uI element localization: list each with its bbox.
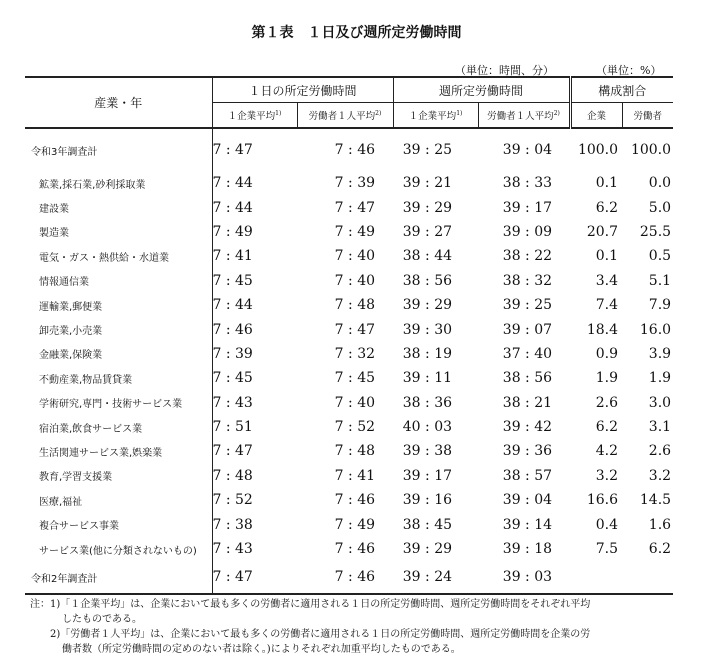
cell-value: 7 : 47 (212, 569, 253, 586)
cell-value: 3.0 (648, 394, 672, 411)
cell-value: 7 : 44 (212, 297, 253, 314)
cell-value: 39 : 29 (402, 541, 453, 558)
cell-value: 7 : 39 (334, 175, 376, 192)
col-weekly-firm-avg: １企業平均$^{1)}$ (393, 103, 478, 129)
cell-value: 38 : 32 (502, 272, 553, 289)
table-row (25, 488, 673, 512)
unit-percent-label: （単位：%） (596, 64, 662, 77)
row-label: 情報通信業 (25, 269, 212, 293)
cell-value: 7 : 49 (334, 223, 376, 240)
table-row (25, 195, 673, 219)
cell-value: 0.5 (648, 248, 672, 265)
group-header-weekly: 週所定労働時間 (393, 77, 570, 103)
cell-value: 7 : 51 (212, 419, 253, 436)
table-row (25, 464, 673, 488)
cell-value: 7 : 40 (334, 394, 376, 411)
cell-value: 7 : 38 (212, 516, 253, 533)
cell-value: 39 : 04 (502, 142, 553, 158)
cell-value: 25.5 (639, 223, 672, 240)
unit-time-label: （単位：時間、分） (455, 64, 554, 77)
cell-value: 7 : 46 (334, 541, 376, 558)
cell-value: 39 : 30 (402, 321, 453, 338)
cell-value: 38 : 21 (502, 394, 553, 411)
row-label: 複合サービス事業 (25, 512, 212, 536)
cell-value: 38 : 57 (502, 467, 553, 484)
cell-value: 39 : 29 (402, 199, 453, 216)
cell-value (622, 561, 673, 594)
cell-value: 39 : 21 (402, 175, 453, 192)
table-row (25, 366, 673, 390)
cell-value: 39 : 17 (502, 199, 553, 216)
row-label: 生活関連サービス業,娯楽業 (25, 439, 212, 463)
cell-value: 39 : 38 (402, 443, 453, 460)
cell-value: 39 : 03 (502, 569, 553, 586)
cell-value: 38 : 56 (402, 272, 453, 289)
note-1-cont: したものである。 (62, 614, 142, 625)
cell-value: 7 : 43 (212, 394, 253, 411)
cell-value: 7 : 48 (334, 443, 376, 460)
row-label: サービス業(他に分類されないもの) (25, 537, 212, 561)
cell-value: 38 : 44 (402, 248, 453, 265)
cell-value: 7 : 49 (334, 516, 376, 533)
cell-value: 38 : 56 (502, 370, 553, 387)
cell-value: 4.2 (595, 443, 619, 460)
cell-value: 100.0 (630, 142, 672, 158)
group-header-ratio: 構成割合 (570, 77, 673, 103)
cell-value: 7 : 40 (334, 272, 376, 289)
cell-value: 3.2 (595, 467, 619, 484)
cell-value: 3.4 (595, 272, 619, 289)
row-label: 運輸業,郵便業 (25, 293, 212, 317)
cell-value: 39 : 25 (502, 297, 553, 314)
cell-value: 0.1 (595, 175, 619, 192)
cell-value: 6.2 (595, 419, 619, 436)
table-row (25, 561, 673, 594)
row-label: 宿泊業,飲食サービス業 (25, 415, 212, 439)
cell-value: 7 : 52 (334, 419, 376, 436)
cell-value: 39 : 18 (502, 541, 553, 558)
cell-value: 0.4 (595, 516, 619, 533)
cell-value: 1.9 (595, 370, 619, 387)
cell-value: 38 : 22 (502, 248, 553, 265)
cell-value: 0.1 (595, 248, 619, 265)
table-row (25, 293, 673, 317)
table-row (25, 128, 673, 171)
cell-value: 39 : 24 (402, 569, 453, 586)
cell-value: 7 : 45 (334, 370, 376, 387)
row-label: 医療,福祉 (25, 488, 212, 512)
col-daily-worker-avg: 労働者１人平均$^{2)}$ (297, 103, 393, 129)
table-row (25, 512, 673, 536)
cell-value: 7 : 46 (334, 492, 376, 509)
cell-value: 7 : 41 (212, 248, 253, 265)
cell-value: 7 : 47 (212, 142, 253, 158)
cell-value: 7.5 (595, 541, 619, 558)
cell-value: 39 : 25 (402, 142, 453, 158)
group-header-daily: １日の所定労働時間 (212, 77, 393, 103)
cell-value: 5.0 (648, 199, 672, 216)
cell-value: 39 : 36 (502, 443, 553, 460)
cell-value: 7 : 44 (212, 199, 253, 216)
cell-value (570, 561, 622, 594)
row-label: 令和3年調査計 (25, 128, 212, 171)
col-weekly-worker-avg: 労働者１人平均$^{2)}$ (478, 103, 570, 129)
cell-value: 39 : 29 (402, 297, 453, 314)
table-row (25, 171, 673, 195)
note-2: 2)「労働者１人平均」は、企業において最も多くの労働者に適用される１日の所定労働時間、週所定労働時間を企業の労 (50, 629, 591, 640)
footnotes (30, 597, 590, 657)
cell-value: 38 : 33 (502, 175, 553, 192)
row-label: 電気・ガス・熱供給・水道業 (25, 244, 212, 268)
cell-value: 39 : 42 (502, 419, 553, 436)
cell-value: 1.9 (648, 370, 672, 387)
cell-value: 38 : 19 (402, 345, 453, 362)
table-row (25, 391, 673, 415)
row-label: 製造業 (25, 220, 212, 244)
cell-value: 3.2 (648, 467, 672, 484)
cell-value: 7 : 45 (212, 370, 253, 387)
cell-value: 7 : 46 (334, 569, 376, 586)
cell-value: 16.6 (586, 492, 619, 509)
row-label: 金融業,保険業 (25, 342, 212, 366)
cell-value: 39 : 17 (402, 467, 453, 484)
cell-value: 7 : 39 (212, 345, 253, 362)
table-row (25, 220, 673, 244)
cell-value: 7 : 48 (334, 297, 376, 314)
cell-value: 7 : 47 (212, 443, 253, 460)
row-label: 卸売業,小売業 (25, 317, 212, 341)
table-title: 第１表 １日及び週所定労働時間 (251, 25, 462, 41)
cell-value: 7.9 (648, 297, 672, 314)
row-label: 学術研究,専門・技術サービス業 (25, 391, 212, 415)
table-row (25, 317, 673, 341)
cell-value: 39 : 16 (402, 492, 453, 509)
cell-value: 7 : 41 (334, 467, 376, 484)
cell-value: 7 : 32 (334, 345, 376, 362)
cell-value: 18.4 (586, 321, 619, 338)
cell-value: 100.0 (577, 142, 619, 158)
cell-value: 7 : 45 (212, 272, 253, 289)
row-label: 教育,学習支援業 (25, 464, 212, 488)
cell-value: 0.9 (595, 345, 619, 362)
cell-value: 2.6 (595, 394, 619, 411)
row-label: 建設業 (25, 195, 212, 219)
col-daily-firm-avg: １企業平均$^{1)}$ (212, 103, 297, 129)
table-row (25, 415, 673, 439)
cell-value: 39 : 09 (502, 223, 553, 240)
table-row (25, 342, 673, 366)
cell-value: 39 : 14 (502, 516, 553, 533)
cell-value: 2.6 (648, 443, 672, 460)
col-ratio-worker: 労働者 (622, 103, 673, 129)
cell-value: 16.0 (639, 321, 672, 338)
cell-value: 7 : 40 (334, 248, 376, 265)
cell-value: 7 : 46 (334, 142, 376, 158)
row-label: 令和2年調査計 (25, 561, 212, 594)
cell-value: 3.9 (648, 345, 672, 362)
cell-value: 6.2 (595, 199, 619, 216)
cell-value: 7 : 47 (334, 321, 376, 338)
cell-value: 39 : 04 (502, 492, 553, 509)
cell-value: 7 : 47 (334, 199, 376, 216)
row-label: 鉱業,採石業,砂利採取業 (25, 171, 212, 195)
cell-value: 3.1 (648, 419, 672, 436)
table-row (25, 269, 673, 293)
cell-value: 39 : 11 (402, 370, 453, 387)
cell-value: 14.5 (639, 492, 672, 509)
row-label: 不動産業,物品賃貸業 (25, 366, 212, 390)
cell-value: 7 : 43 (212, 541, 253, 558)
cell-value: 39 : 07 (502, 321, 553, 338)
cell-value: 0.0 (648, 175, 672, 192)
cell-value: 37 : 40 (502, 345, 553, 362)
cell-value: 7 : 49 (212, 223, 253, 240)
cell-value: 5.1 (648, 272, 672, 289)
col-ratio-firm: 企業 (570, 103, 622, 129)
cell-value: 40 : 03 (402, 419, 453, 436)
cell-value: 38 : 45 (402, 516, 453, 533)
cell-value: 7 : 44 (212, 175, 253, 192)
cell-value: 20.7 (586, 223, 619, 240)
cell-value: 38 : 36 (402, 394, 453, 411)
table-row (25, 439, 673, 463)
cell-value: 39 : 27 (402, 223, 453, 240)
row-header: 産業・年 (25, 77, 212, 128)
note-1: 注：1)「１企業平均」は、企業において最も多くの労働者に適用される１日の所定労働時間、週所定労働時間をそれぞれ平均 (30, 599, 591, 610)
table-row (25, 244, 673, 268)
working-hours-table (25, 76, 673, 595)
cell-value: 7 : 52 (212, 492, 253, 509)
cell-value: 1.6 (648, 516, 672, 533)
cell-value: 6.2 (648, 541, 672, 558)
cell-value: 7 : 48 (212, 467, 253, 484)
cell-value: 7 : 46 (212, 321, 253, 338)
cell-value: 7.4 (595, 297, 619, 314)
note-2-cont: 働者数（所定労働時間の定めのない者は除く。)によりそれぞれ加重平均したものである。 (62, 644, 461, 655)
table-row (25, 537, 673, 561)
